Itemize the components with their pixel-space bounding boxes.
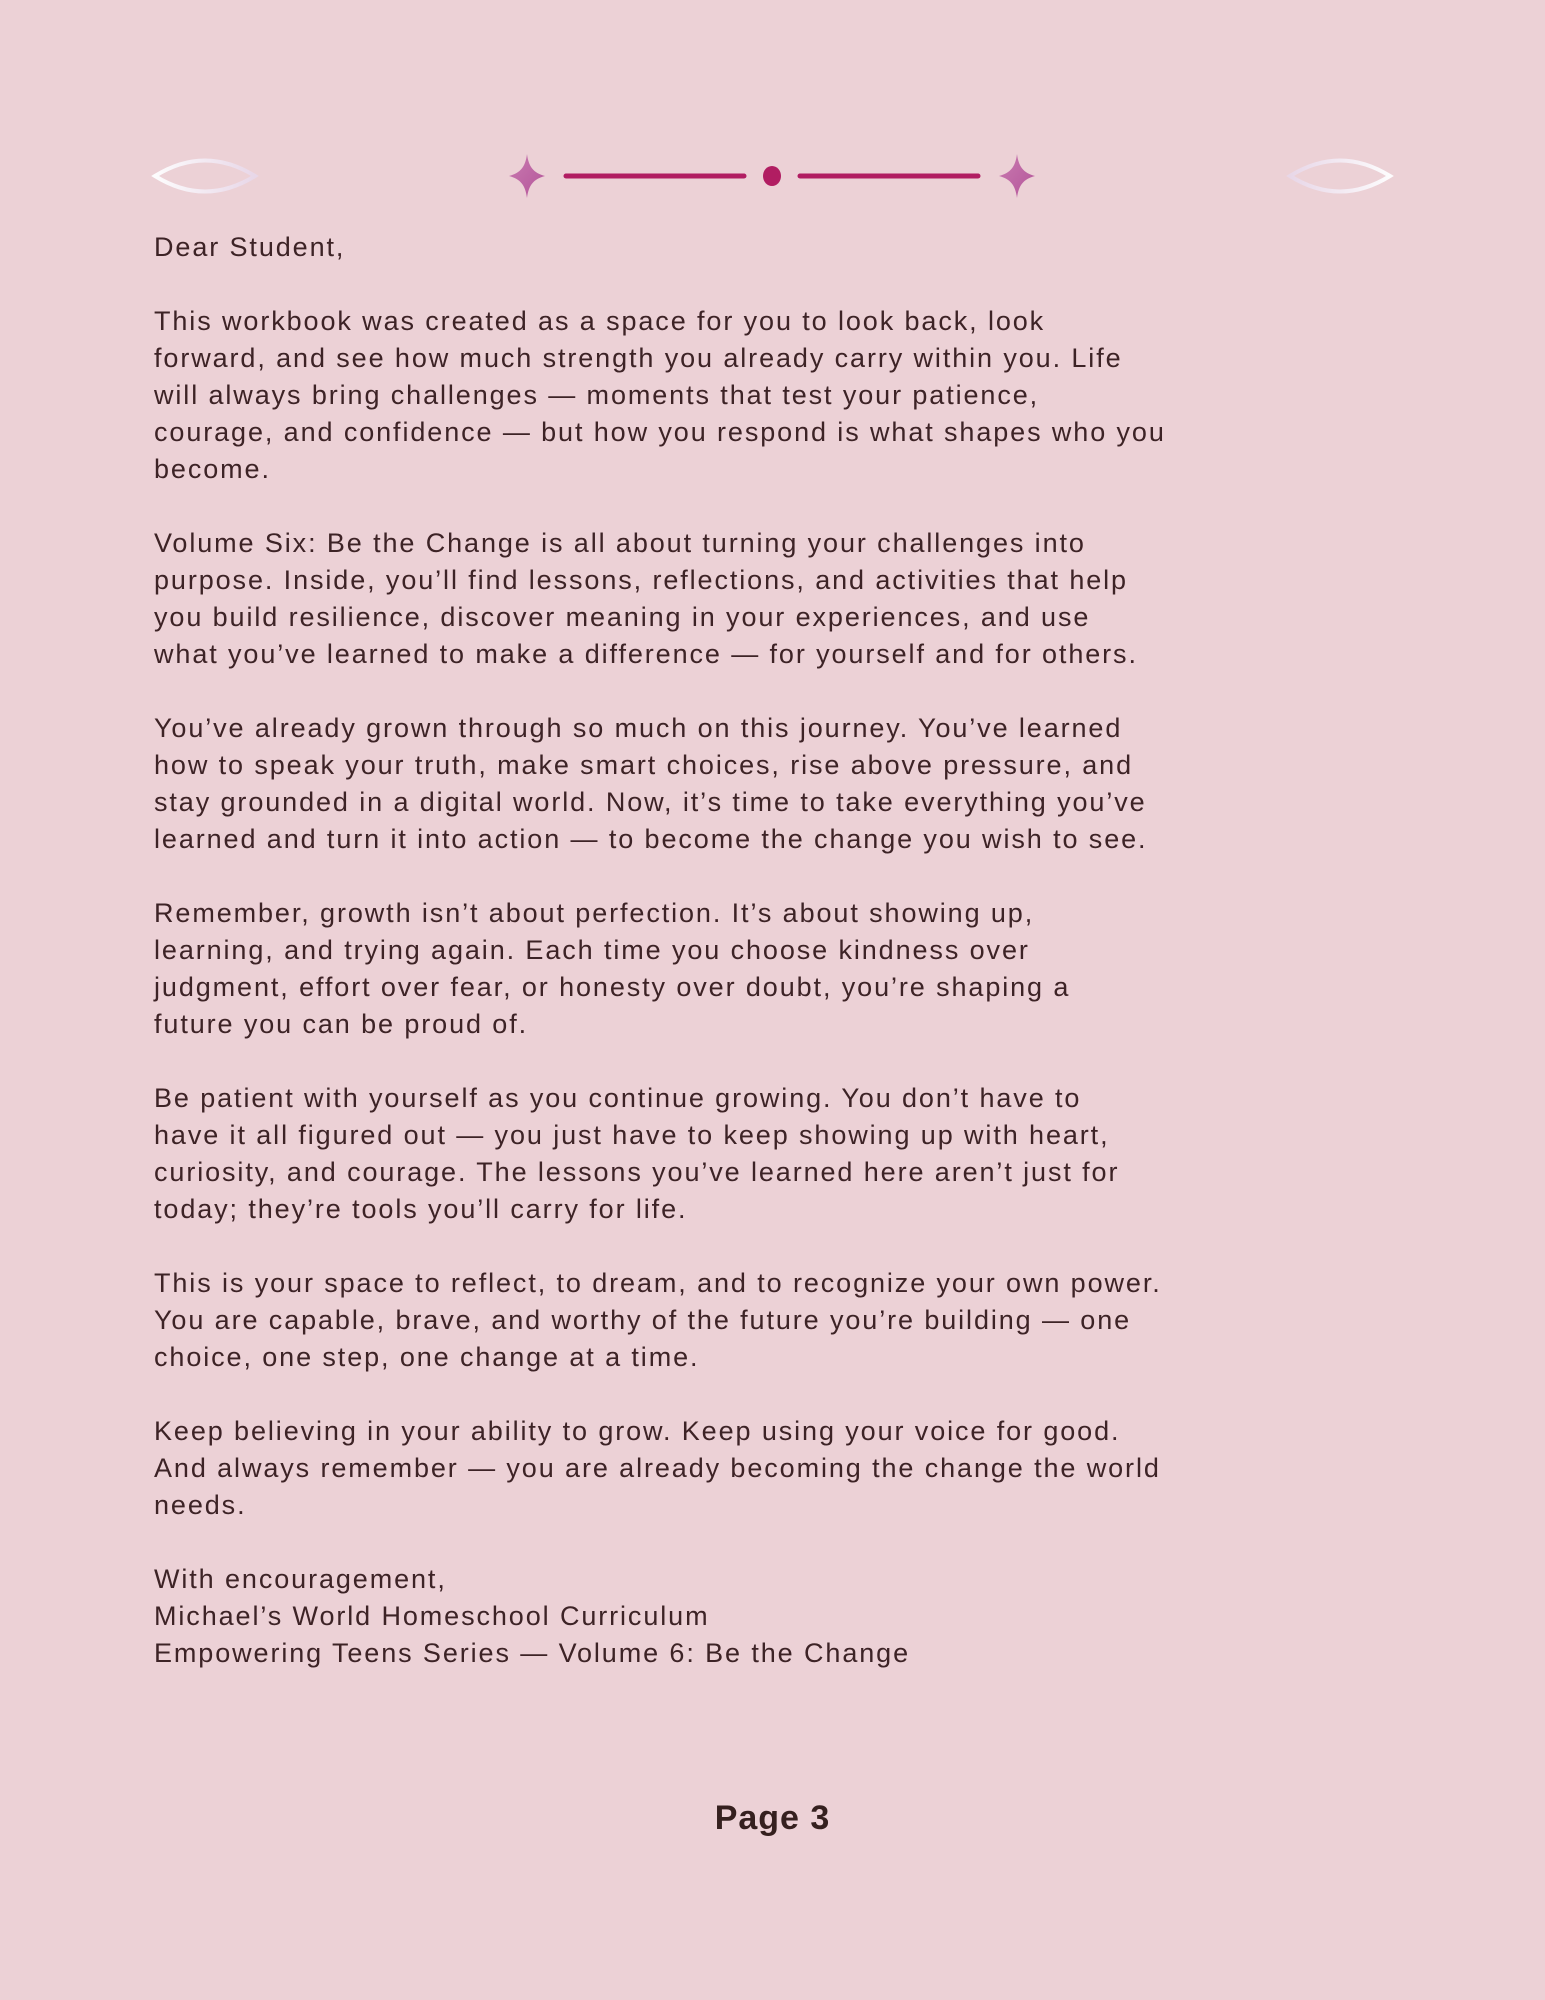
text-line: what you’ve learned to make a difference — for yourself and for others. [154,639,1138,669]
page-number: Page 3 [714,1799,831,1837]
center-dot [763,166,781,186]
text-line: forward, and see how much strength you already carry within you. Life [154,343,1123,373]
text-line: Be patient with yourself as you continue growing. You don’t have to [154,1083,1082,1113]
text-line: Keep believing in your ability to grow. Keep using your voice for good. [154,1416,1121,1446]
text-line: learned and turn it into action — to become the change you wish to see. [154,824,1148,854]
paragraph [154,710,1445,858]
text-line: You are capable, brave, and worthy of the future you’re building — one [154,1305,1132,1335]
text-line: This is your space to reflect, to dream, and to recognize your own power. [154,1268,1162,1298]
text-line: Empowering Teens Series — Volume 6: Be the Change [154,1638,910,1668]
text-line: stay grounded in a digital world. Now, it’s time to take everything you’ve [154,787,1147,817]
text-line: become. [154,454,271,484]
text-line: future you can be proud of. [154,1009,529,1039]
text-line: curiosity, and courage. The lessons you’ve learned here aren’t just for [154,1157,1120,1187]
text-line: With encouragement, [154,1564,447,1594]
text-line: Volume Six: Be the Change is all about turning your challenges into [154,528,1086,558]
text-line: how to speak your truth, make smart choices, rise above pressure, and [154,750,1134,780]
paragraph [154,1413,1445,1524]
text-line: have it all figured out — you just have to keep showing up with heart, [154,1120,1110,1150]
paragraph [154,303,1445,488]
text-line: choice, one step, one change at a time. [154,1342,700,1372]
text-line: purpose. Inside, you’ll find lessons, reflections, and activities that help [154,565,1128,595]
diamond-sparkle-right [999,154,1035,198]
text-line: today; they’re tools you’ll carry for life. [154,1194,688,1224]
text-line: will always bring challenges — moments that test your patience, [154,380,1040,410]
text-line: Remember, growth isn’t about perfection. It’s about showing up, [154,898,1035,928]
paragraphs-container [154,303,1445,1672]
text-line: you build resilience, discover meaning in your experiences, and use [154,602,1091,632]
paragraph [154,1561,1445,1672]
text-line: And always remember — you are already becoming the change the world [154,1453,1161,1483]
paragraph [154,525,1445,673]
ornamental-divider [0,136,1545,216]
text-line: This workbook was created as a space for you to look back, look [154,306,1046,336]
text-line: Michael’s World Homeschool Curriculum [154,1601,710,1631]
text-line: judgment, effort over fear, or honesty over doubt, you’re shaping a [154,972,1071,1002]
text-line: You’ve already grown through so much on this journey. You’ve learned [154,713,1123,743]
paragraph [154,895,1445,1043]
text-line: courage, and confidence — but how you respond is what shapes who you [154,417,1166,447]
text-line: learning, and trying again. Each time you choose kindness over [154,935,1030,965]
text-line: needs. [154,1490,247,1520]
paragraph [154,1265,1445,1376]
leaf-ornament-left [150,161,255,192]
diamond-sparkle-left [509,154,545,198]
letter-body [154,229,1445,1709]
paragraph [154,1080,1445,1228]
greeting: Dear Student, [154,232,346,262]
leaf-ornament-right [1290,161,1395,192]
